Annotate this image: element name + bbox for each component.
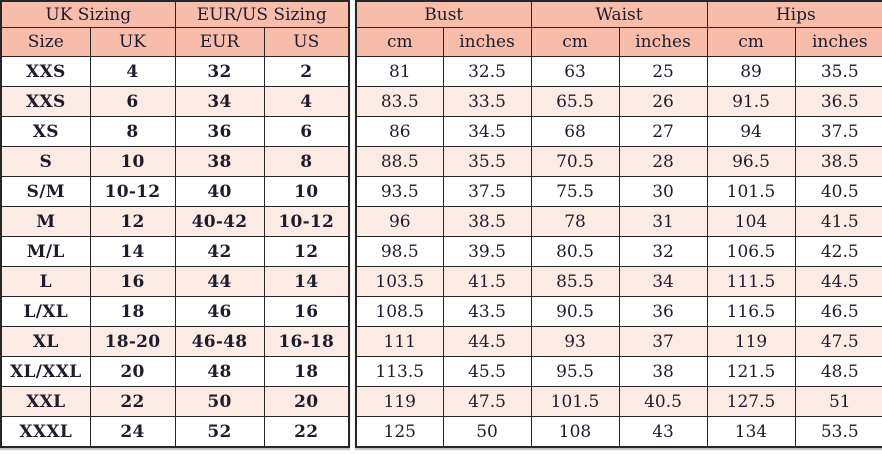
table-cell: 127.5	[707, 387, 795, 417]
group-header-row	[1, 1, 349, 28]
table-row	[356, 267, 882, 297]
table-cell: 75.5	[531, 177, 619, 207]
column-header-cell: cm	[356, 28, 443, 57]
table-cell: 18	[90, 297, 175, 327]
table-cell: 10	[264, 177, 349, 207]
table-cell: 53.5	[795, 417, 882, 448]
table-row	[1, 57, 349, 87]
table-cell: 70.5	[531, 147, 619, 177]
table-cell: 35.5	[795, 57, 882, 87]
table-cell: 93	[531, 327, 619, 357]
table-cell: S/M	[1, 177, 90, 207]
table-cell: 42	[175, 237, 264, 267]
table-row	[356, 57, 882, 87]
table-cell: 95.5	[531, 357, 619, 387]
table-cell: 22	[264, 417, 349, 448]
table-cell: 47.5	[795, 327, 882, 357]
table-cell: 14	[264, 267, 349, 297]
table-cell: 10-12	[90, 177, 175, 207]
table-cell: 119	[356, 387, 443, 417]
table-cell: 104	[707, 207, 795, 237]
table-cell: 65.5	[531, 87, 619, 117]
table-row	[356, 357, 882, 387]
table-cell: 91.5	[707, 87, 795, 117]
group-header-cell: Bust	[356, 1, 531, 28]
sizing-table-header	[1, 1, 349, 57]
measurements-table-body	[356, 57, 882, 448]
table-row	[1, 147, 349, 177]
table-row	[1, 237, 349, 267]
measurements-table-header	[356, 1, 882, 57]
table-cell: 81	[356, 57, 443, 87]
table-row	[356, 147, 882, 177]
table-cell: 46.5	[795, 297, 882, 327]
table-cell: 32	[175, 57, 264, 87]
table-row	[1, 387, 349, 417]
table-cell: 93.5	[356, 177, 443, 207]
table-cell: 42.5	[795, 237, 882, 267]
table-cell: 108.5	[356, 297, 443, 327]
table-cell: 33.5	[443, 87, 531, 117]
table-cell: 34	[619, 267, 707, 297]
table-cell: 36.5	[795, 87, 882, 117]
table-row	[356, 327, 882, 357]
sizing-table-body	[1, 57, 349, 448]
table-cell: 39.5	[443, 237, 531, 267]
table-cell: 4	[90, 57, 175, 87]
group-header-cell: Hips	[707, 1, 882, 28]
column-header-cell: inches	[443, 28, 531, 57]
table-cell: 41.5	[795, 207, 882, 237]
table-cell: 32.5	[443, 57, 531, 87]
table-cell: 30	[619, 177, 707, 207]
table-cell: XL/XXL	[1, 357, 90, 387]
table-cell: 32	[619, 237, 707, 267]
table-cell: 83.5	[356, 87, 443, 117]
table-cell: 40	[175, 177, 264, 207]
table-cell: 40.5	[619, 387, 707, 417]
table-cell: 121.5	[707, 357, 795, 387]
table-cell: 88.5	[356, 147, 443, 177]
table-cell: 37.5	[443, 177, 531, 207]
table-cell: 4	[264, 87, 349, 117]
table-cell: S	[1, 147, 90, 177]
table-cell: 40.5	[795, 177, 882, 207]
table-cell: 36	[175, 117, 264, 147]
table-row	[356, 207, 882, 237]
table-cell: 46-48	[175, 327, 264, 357]
column-header-row	[1, 28, 349, 57]
table-cell: 103.5	[356, 267, 443, 297]
table-row	[1, 117, 349, 147]
column-header-cell: inches	[795, 28, 882, 57]
table-row	[356, 297, 882, 327]
table-row	[1, 267, 349, 297]
uk-eur-us-sizing-table	[0, 0, 350, 448]
table-cell: XXS	[1, 87, 90, 117]
table-row	[1, 177, 349, 207]
table-cell: 37.5	[795, 117, 882, 147]
table-cell: 52	[175, 417, 264, 448]
table-cell: 38.5	[795, 147, 882, 177]
table-cell: 113.5	[356, 357, 443, 387]
body-measurements-table	[355, 0, 882, 448]
table-cell: 90.5	[531, 297, 619, 327]
table-cell: XXS	[1, 57, 90, 87]
table-cell: 43.5	[443, 297, 531, 327]
table-cell: 10-12	[264, 207, 349, 237]
column-header-cell: EUR	[175, 28, 264, 57]
table-cell: 134	[707, 417, 795, 448]
table-cell: M/L	[1, 237, 90, 267]
table-cell: 38	[175, 147, 264, 177]
table-cell: 96.5	[707, 147, 795, 177]
table-cell: 78	[531, 207, 619, 237]
table-cell: 48.5	[795, 357, 882, 387]
table-cell: 50	[175, 387, 264, 417]
table-cell: 80.5	[531, 237, 619, 267]
column-header-row	[356, 28, 882, 57]
table-cell: 48	[175, 357, 264, 387]
table-cell: 6	[264, 117, 349, 147]
group-header-cell: EUR/US Sizing	[175, 1, 349, 28]
table-cell: 12	[264, 237, 349, 267]
table-row	[356, 387, 882, 417]
table-cell: 106.5	[707, 237, 795, 267]
table-row	[356, 117, 882, 147]
table-cell: 101.5	[531, 387, 619, 417]
group-header-cell: UK Sizing	[1, 1, 175, 28]
table-cell: XS	[1, 117, 90, 147]
table-row	[356, 417, 882, 448]
table-cell: 46	[175, 297, 264, 327]
table-cell: 37	[619, 327, 707, 357]
table-cell: 68	[531, 117, 619, 147]
column-header-cell: cm	[531, 28, 619, 57]
table-cell: 16	[90, 267, 175, 297]
table-cell: XXXL	[1, 417, 90, 448]
table-cell: M	[1, 207, 90, 237]
table-cell: XL	[1, 327, 90, 357]
table-cell: 16-18	[264, 327, 349, 357]
table-cell: 12	[90, 207, 175, 237]
table-row	[356, 177, 882, 207]
table-cell: 98.5	[356, 237, 443, 267]
table-row	[1, 417, 349, 448]
table-cell: 119	[707, 327, 795, 357]
table-cell: 8	[90, 117, 175, 147]
table-cell: 18-20	[90, 327, 175, 357]
table-cell: 45.5	[443, 357, 531, 387]
table-cell: 34.5	[443, 117, 531, 147]
table-cell: 44.5	[443, 327, 531, 357]
table-cell: 108	[531, 417, 619, 448]
table-cell: 31	[619, 207, 707, 237]
column-header-cell: cm	[707, 28, 795, 57]
table-cell: 111.5	[707, 267, 795, 297]
table-cell: 44.5	[795, 267, 882, 297]
column-header-cell: inches	[619, 28, 707, 57]
table-cell: 38.5	[443, 207, 531, 237]
table-cell: 43	[619, 417, 707, 448]
table-cell: 26	[619, 87, 707, 117]
table-cell: 111	[356, 327, 443, 357]
table-cell: 22	[90, 387, 175, 417]
table-cell: 63	[531, 57, 619, 87]
table-row	[1, 297, 349, 327]
table-cell: XXL	[1, 387, 90, 417]
table-cell: 101.5	[707, 177, 795, 207]
table-cell: 47.5	[443, 387, 531, 417]
table-cell: 6	[90, 87, 175, 117]
table-cell: 20	[264, 387, 349, 417]
table-cell: 27	[619, 117, 707, 147]
table-cell: 40-42	[175, 207, 264, 237]
table-cell: 28	[619, 147, 707, 177]
table-cell: 10	[90, 147, 175, 177]
table-cell: 18	[264, 357, 349, 387]
table-cell: 116.5	[707, 297, 795, 327]
table-cell: 14	[90, 237, 175, 267]
table-cell: 50	[443, 417, 531, 448]
table-cell: 2	[264, 57, 349, 87]
table-cell: L/XL	[1, 297, 90, 327]
table-cell: 8	[264, 147, 349, 177]
table-cell: 34	[175, 87, 264, 117]
column-header-cell: Size	[1, 28, 90, 57]
table-cell: L	[1, 267, 90, 297]
table-row	[356, 237, 882, 267]
table-row	[1, 87, 349, 117]
table-cell: 86	[356, 117, 443, 147]
table-cell: 36	[619, 297, 707, 327]
table-cell: 85.5	[531, 267, 619, 297]
column-header-cell: US	[264, 28, 349, 57]
table-row	[1, 327, 349, 357]
table-cell: 44	[175, 267, 264, 297]
table-cell: 25	[619, 57, 707, 87]
table-cell: 38	[619, 357, 707, 387]
table-cell: 16	[264, 297, 349, 327]
table-cell: 35.5	[443, 147, 531, 177]
group-header-cell: Waist	[531, 1, 707, 28]
table-cell: 20	[90, 357, 175, 387]
table-cell: 51	[795, 387, 882, 417]
table-cell: 125	[356, 417, 443, 448]
table-cell: 24	[90, 417, 175, 448]
table-row	[1, 207, 349, 237]
table-row	[356, 87, 882, 117]
table-cell: 94	[707, 117, 795, 147]
group-header-row	[356, 1, 882, 28]
table-cell: 41.5	[443, 267, 531, 297]
table-cell: 96	[356, 207, 443, 237]
table-row	[1, 357, 349, 387]
table-cell: 89	[707, 57, 795, 87]
column-header-cell: UK	[90, 28, 175, 57]
